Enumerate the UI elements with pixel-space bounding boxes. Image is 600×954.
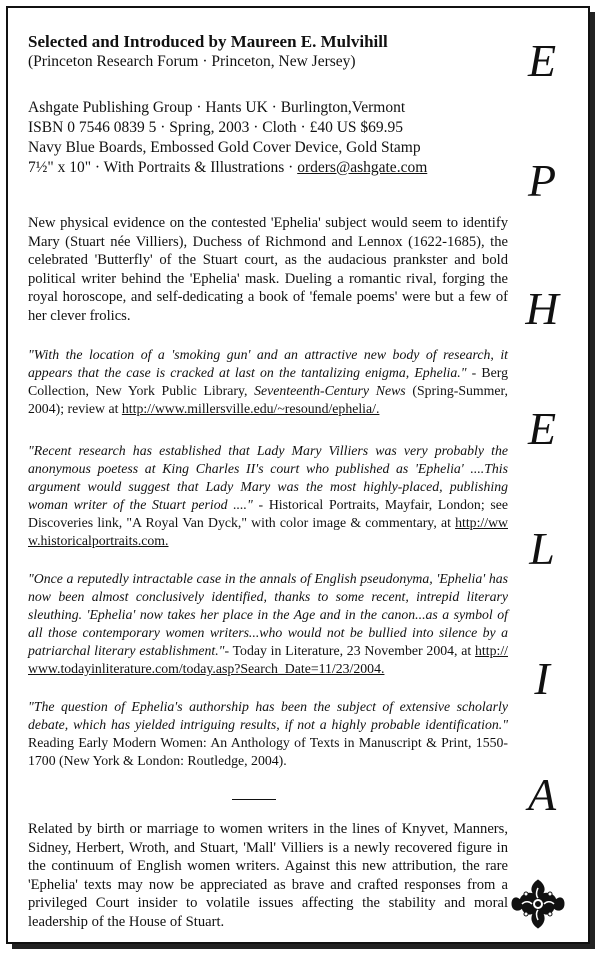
intro-paragraph: New physical evidence on the contested 'Ephelia' subject would seem to identify Mary (Stuart née Villiers), Duchess of Richmond and Lennox (1622-1685), the celebrated 'Butterfly' of the Stuart court, as the audacious prankster and bold political writer behind the 'Ephelia' mask. Dueling a romantic rival, forging the royal horoscope, and self-dedicating a book of 'female poems' were but a few of her clever frolics. bbox=[28, 215, 508, 324]
quote-text: "Recent research has established that Lady Mary Villiers was very probably the anonymous poetess at King Charles II's court who published as 'Ephelia' ....This argument would suggest that Lady Mary was the most highly-placed, publishing woman writer of the Stuart period ...." bbox=[28, 443, 508, 512]
quote-source: Reading Early Modern Women: An Anthology of Texts in Manuscript & Print, 1550-1700 (New York & London: Routledge, 2004). bbox=[28, 735, 508, 768]
publisher-line: Ashgate Publishing Group · Hants UK · Burlington,Vermont bbox=[28, 99, 406, 116]
quote-source: - Berg Collection, New York Public Library, bbox=[28, 365, 508, 398]
quote-source: - Today in Literature, 23 November 2004, at bbox=[224, 643, 476, 658]
order-email-link[interactable]: orders@ashgate.com bbox=[297, 159, 428, 176]
title-letter-e-second: E bbox=[527, 403, 557, 454]
today-in-literature-link[interactable]: http://www.todayinliterature.com/today.asp?Search_Date=11/23/2004. bbox=[28, 643, 508, 676]
binding-line: Navy Blue Boards, Embossed Gold Cover Device, Gold Stamp bbox=[28, 139, 421, 156]
review-quote-1 bbox=[28, 346, 508, 418]
page-shadow-bottom bbox=[12, 944, 595, 949]
quote-source: - Historical Portraits, Mayfair, London; see Discoveries link, "A Royal Van Dyck," with color image & commentary, at bbox=[28, 497, 508, 530]
title-letter-l: L bbox=[529, 523, 555, 574]
header-block bbox=[28, 32, 508, 72]
editor-credit: Selected and Introduced by Maureen E. Mulvihill bbox=[28, 32, 388, 51]
publication-details bbox=[28, 98, 508, 178]
title-letter-i: I bbox=[534, 653, 550, 704]
closing-paragraph: Related by birth or marriage to women writers in the lines of Knyvet, Manners, Sidney, Herbert, Wroth, and Stuart, 'Mall' Villiers is a newly recovered figure in the continuum of English women writers. Against this new attribution, the rare 'Ephelia' texts may now be appreciated as brave and crafted responses from a privileged Court insider to volatile issues affecting the stability and moral leadership of the House of Stuart. bbox=[28, 821, 508, 930]
format-text: 7½" x 10" · With Portraits & Illustrations · bbox=[28, 159, 298, 176]
title-letter-h: H bbox=[525, 283, 559, 334]
review-link[interactable]: http://www.millersville.edu/~resound/ephelia/. bbox=[121, 401, 380, 416]
title-letter-a: A bbox=[527, 769, 557, 820]
page-shadow-right bbox=[590, 12, 595, 948]
isbn-line: ISBN 0 7546 0839 5 · Spring, 2003 · Cloth · £40 US $69.95 bbox=[28, 119, 404, 136]
title-letter-p: P bbox=[527, 155, 557, 206]
floral-ornament-icon bbox=[508, 876, 568, 932]
title-letter-e: E bbox=[527, 35, 557, 86]
section-divider bbox=[232, 799, 276, 800]
quote-text: "Once a reputedly intractable case in the annals of English pseudonyma, 'Ephelia' has now been almost conclusively identified, thanks to some recent, intrepid literary sleuthing. 'Ephelia' now takes her place in the Age and in the canon...as a symbol of all those contemporary women writers...who would not be bullied into silence by a patriarchal literary establishment." bbox=[28, 571, 508, 658]
quote-text: "With the location of a 'smoking gun' and an attractive new body of research, it appears that the case is cracked at last on the tantalizing enigma, Ephelia." bbox=[28, 347, 508, 380]
quote-source-detail: (Spring-Summer, 2004); review at bbox=[28, 383, 508, 416]
historical-portraits-link[interactable]: http://www.historicalportraits.com. bbox=[28, 515, 508, 548]
format-line bbox=[28, 158, 508, 178]
review-quote-4 bbox=[28, 698, 508, 770]
review-quote-3 bbox=[28, 570, 508, 678]
review-quote-2 bbox=[28, 442, 508, 550]
editor-affiliation: (Princeton Research Forum · Princeton, New Jersey) bbox=[28, 53, 356, 70]
quote-source-journal: Seventeenth-Century News bbox=[254, 383, 406, 398]
quote-text: "The question of Ephelia's authorship has been the subject of extensive scholarly debate, which has yielded intriguing results, if not a highly probable identification." bbox=[28, 699, 508, 732]
